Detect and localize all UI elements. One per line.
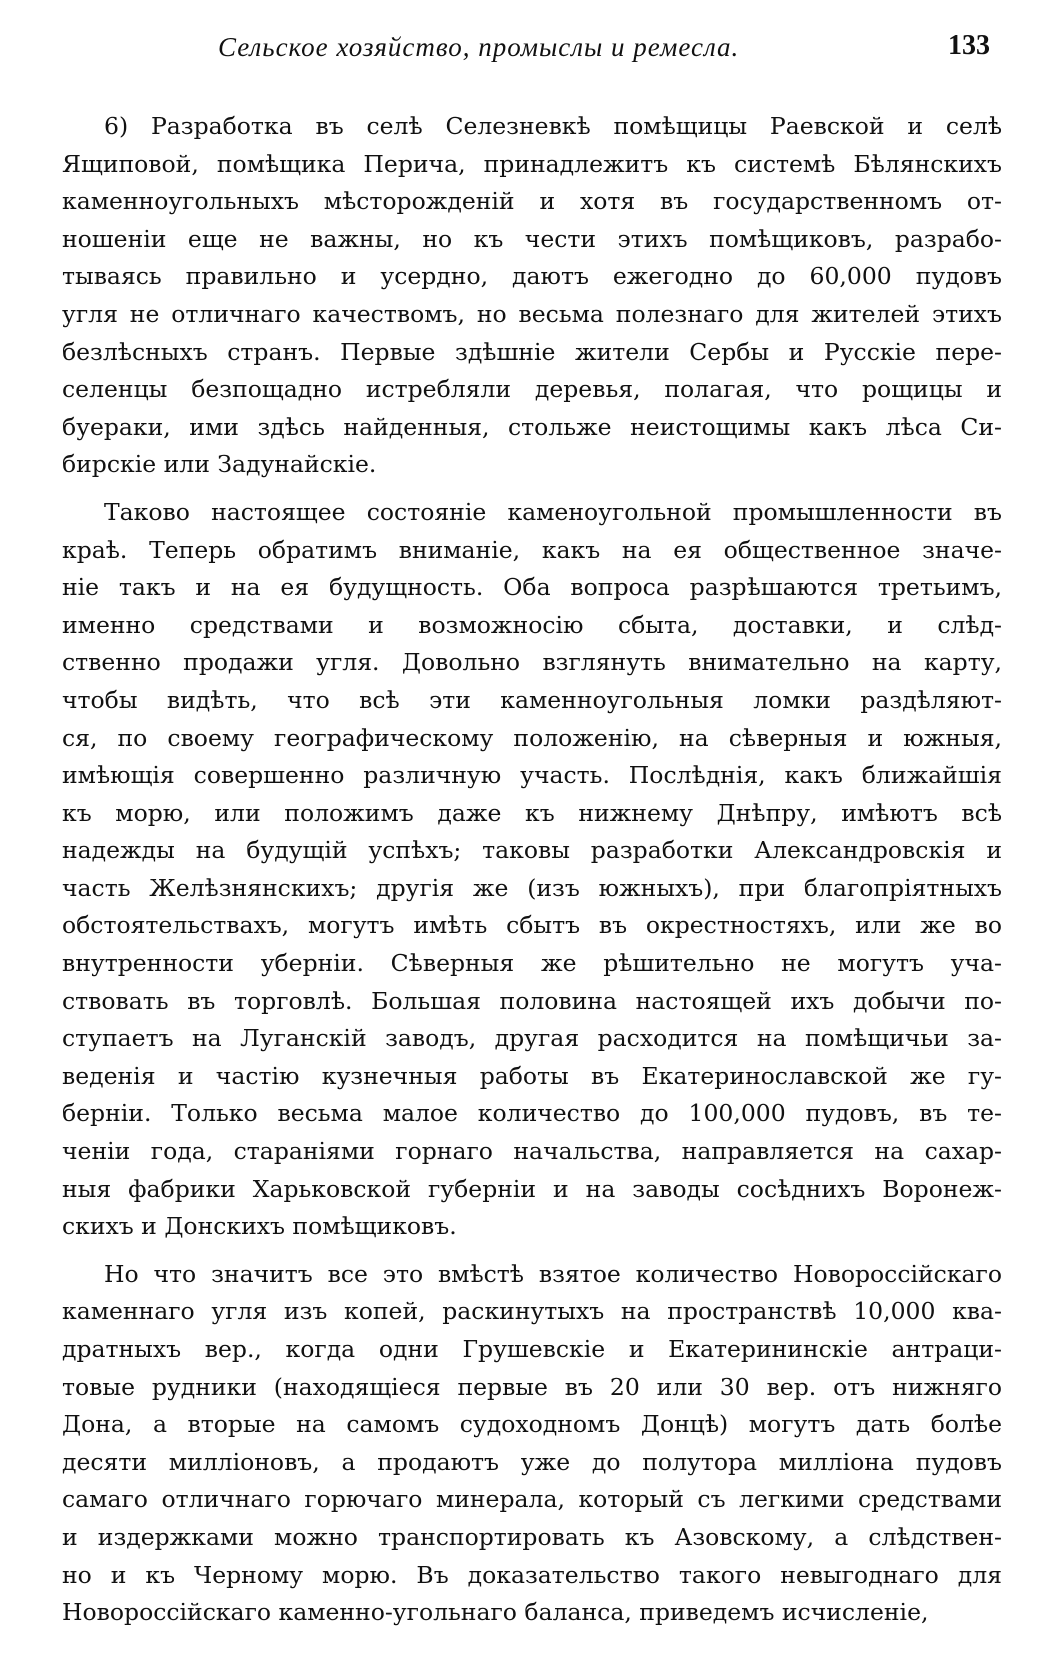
text-line: угля не отличнаго качествомъ, но весьма полезнаго для жителей этихъ — [62, 299, 1002, 328]
text-line: дратныхъ вер., когда одни Грушевскіе и Екатерининскіе антраци- — [62, 1335, 1002, 1363]
text-line: тываясь правильно и усердно, даютъ ежегодно до 60,000 пудовъ — [62, 262, 1002, 291]
running-title: Сельское хозяйство, промыслы и ремесла. — [218, 32, 740, 62]
text-line: десяти милліоновъ, а продаютъ уже до полутора милліона пудовъ — [62, 1447, 1002, 1476]
text-line: скихъ и Донскихъ помѣщиковъ. — [62, 1212, 457, 1241]
text-line: ныя фабрики Харьковской губерніи и на заводы сосѣднихъ Воронеж- — [62, 1174, 1002, 1203]
text-line: ніе такъ и на ея будущность. Оба вопроса разрѣшаются третьимъ, — [62, 573, 1002, 602]
text-line: къ морю, или положимъ даже къ нижнему Днѣпру, имѣютъ всѣ — [62, 798, 1002, 827]
text-line: ступаетъ на Луганскій заводъ, другая расходится на помѣщичьи за- — [62, 1024, 1002, 1053]
text-line: самаго отличнаго горючаго минерала, который съ легкими средствами — [62, 1485, 1002, 1514]
text-line: Новороссійскаго каменно-угольнаго баланса, приведемъ исчисленіе, — [62, 1598, 929, 1627]
text-line: безлѣсныхъ странъ. Первые здѣшніе жители Сербы и Русскіе пере- — [62, 337, 1002, 366]
text-line: буераки, ими здѣсь найденныя, стольже неистощимы какъ лѣса Си- — [62, 412, 1002, 441]
text-line: обстоятельствахъ, могутъ имѣть сбытъ въ окрестностяхъ, или же во — [62, 911, 1002, 940]
text-line: надежды на будущій успѣхъ; таковы разработки Александровскія и — [62, 836, 1002, 865]
text-line: ношеніи еще не важны, но къ чести этихъ помѣщиковъ, разрабо- — [62, 224, 1002, 253]
text-line: ченіи года, стараніями горнаго начальства, направляется на сахар- — [62, 1137, 1002, 1166]
text-line: Но что значитъ все это вмѣстѣ взятое количество Новороссійскаго — [104, 1259, 1002, 1288]
book-page — [62, 22, 1002, 1662]
text-line: и издержками можно транспортировать къ Азовскому, а слѣдствен- — [62, 1522, 1002, 1551]
text-line: каменноугольныхъ мѣсторожденій и хотя въ государственномъ от- — [62, 187, 1002, 216]
text-line: Ящиповой, помѣщика Перича, принадлежитъ къ системѣ Бѣлянскихъ — [62, 149, 1002, 178]
text-line: часть Желѣзнянскихъ; другія же (изъ южныхъ), при благопріятныхъ — [62, 873, 1002, 902]
body-text — [62, 108, 1002, 1632]
text-line: ся, по своему географическому положенію, на сѣверныя и южныя, — [62, 723, 1002, 752]
text-line: 6) Разработка въ селѣ Селезневкѣ помѣщицы Раевской и селѣ — [104, 112, 1002, 140]
text-line: товые рудники (находящіеся первые въ 20 или 30 вер. отъ нижняго — [62, 1372, 1002, 1401]
text-line: Таково настоящее состояніе каменоугольной промышленности въ — [104, 497, 1002, 526]
paragraph — [62, 1256, 1002, 1632]
text-line: чтобы видѣть, что всѣ эти каменноугольныя ломки раздѣляют- — [62, 685, 1002, 714]
text-line: именно средствами и возможносію сбыта, доставки, и слѣд- — [62, 610, 1002, 639]
text-line: имѣющія совершенно различную участь. Послѣднія, какъ ближайшія — [62, 761, 1002, 790]
text-line: каменнаго угля изъ копей, раскинутыхъ на пространствѣ 10,000 ква- — [62, 1297, 1002, 1326]
paragraph — [62, 108, 1002, 484]
text-line: ствовать въ торговлѣ. Большая половина настоящей ихъ добычи по- — [62, 986, 1002, 1015]
text-line: внутренности уберніи. Сѣверныя же рѣшительно не могутъ уча- — [62, 949, 1002, 978]
running-head — [62, 22, 1002, 74]
text-line: бирскіе или Задунайскіе. — [62, 450, 377, 479]
text-line: но и къ Черному морю. Въ доказательство такого невыгоднаго для — [62, 1560, 1002, 1589]
text-line: веденія и частію кузнечныя работы въ Екатеринославской же гу- — [62, 1061, 1002, 1090]
page-number: 133 — [948, 30, 990, 61]
text-line: берніи. Только весьма малое количество до 100,000 пудовъ, въ те- — [62, 1099, 1002, 1128]
text-line: краѣ. Теперь обратимъ вниманіе, какъ на ея общественное значе- — [62, 535, 1002, 564]
paragraph — [62, 494, 1002, 1246]
text-line: селенцы безпощадно истребляли деревья, полагая, что рощицы и — [62, 375, 1002, 404]
text-line: Дона, а вторые на самомъ судоходномъ Донцѣ) могутъ дать болѣе — [62, 1410, 1002, 1439]
text-line: ственно продажи угля. Довольно взглянуть внимательно на карту, — [62, 648, 1002, 677]
